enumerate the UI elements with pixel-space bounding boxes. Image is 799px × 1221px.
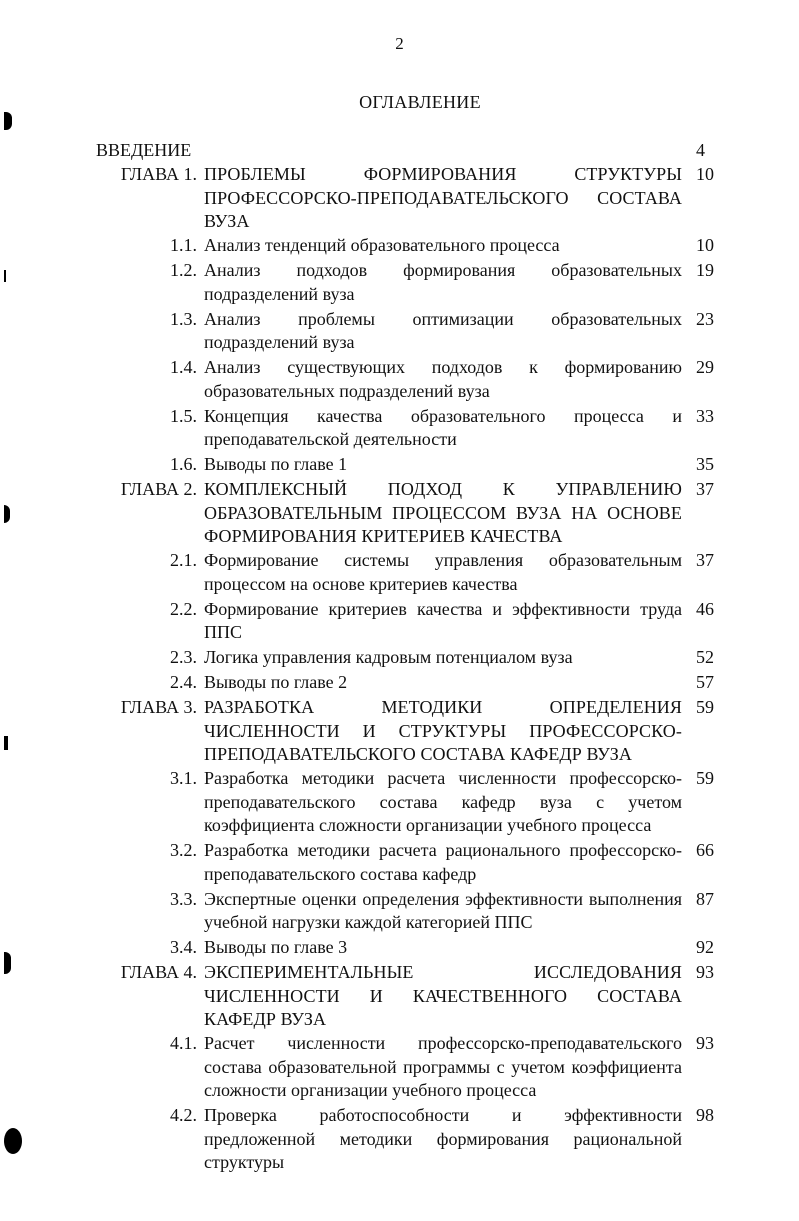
section-title: Формирование критериев качества и эффективности труда ППС xyxy=(204,598,682,642)
chapter-title: РАЗРАБОТКА МЕТОДИКИ ОПРЕДЕЛЕНИЯ ЧИСЛЕННОСТИ И СТРУКТУРЫ ПРОФЕССОРСКО-ПРЕПОДАВАТЕЛЬСКОГО СОСТАВА КАФЕДР ВУЗА xyxy=(204,697,682,764)
toc-entry-section[interactable] xyxy=(96,308,732,355)
section-page: 29 xyxy=(696,357,714,377)
section-number: 3.3. xyxy=(170,888,197,909)
section-title: Проверка работоспособности и эффективности предложенной методики формирования рациональной структуры xyxy=(204,1105,682,1172)
introduction-page: 4 xyxy=(696,140,705,160)
section-number: 2.3. xyxy=(170,647,197,667)
section-page: 93 xyxy=(696,1033,714,1053)
toc-entry-section[interactable] xyxy=(96,356,732,403)
section-number: 2.4. xyxy=(170,672,197,692)
scan-mark xyxy=(4,270,6,282)
section-number: 4.1. xyxy=(170,1033,197,1053)
section-number: 3.1. xyxy=(170,768,197,788)
table-of-contents xyxy=(96,139,732,1176)
section-number: 3.4. xyxy=(170,937,197,957)
section-page: 87 xyxy=(696,888,714,909)
chapter-label: ГЛАВА 3. xyxy=(120,697,197,717)
scan-mark xyxy=(4,736,8,750)
toc-title: ОГЛАВЛЕНИЕ xyxy=(359,92,481,112)
section-title: Анализ существующих подходов к формированию образовательных подразделений вуза xyxy=(204,357,682,401)
section-page: 23 xyxy=(696,308,714,329)
section-page: 66 xyxy=(696,840,714,860)
section-page: 57 xyxy=(696,672,714,692)
section-title: Анализ проблемы оптимизации образовательных подразделений вуза xyxy=(204,308,682,352)
toc-entry-chapter[interactable] xyxy=(96,961,732,1032)
toc-entry-section[interactable] xyxy=(96,646,732,670)
toc-entry-section[interactable] xyxy=(96,671,732,695)
section-title: Анализ тенденций образовательного процесса xyxy=(204,235,560,255)
chapter-title: КОМПЛЕКСНЫЙ ПОДХОД К УПРАВЛЕНИЮ ОБРАЗОВАТЕЛЬНЫМ ПРОЦЕССОМ ВУЗА НА ОСНОВЕ ФОРМИРОВАНИЯ КРИТЕРИЕВ КАЧЕСТВА xyxy=(204,479,682,546)
section-page: 46 xyxy=(696,598,714,619)
section-page: 33 xyxy=(696,405,714,426)
chapter-label: ГЛАВА 1. xyxy=(120,164,197,184)
section-title: Выводы по главе 3 xyxy=(204,937,348,957)
section-title: Формирование системы управления образовательным процессом на основе критериев качества xyxy=(204,550,682,594)
chapter-page: 10 xyxy=(696,164,714,184)
section-page: 59 xyxy=(696,768,714,788)
section-page: 10 xyxy=(696,235,714,255)
toc-entry-section[interactable] xyxy=(96,936,732,960)
section-page: 19 xyxy=(696,260,714,280)
toc-entry-section[interactable] xyxy=(96,1104,732,1175)
section-number: 1.3. xyxy=(170,308,197,329)
section-page: 35 xyxy=(696,454,714,474)
section-title: Логика управления кадровым потенциалом вуза xyxy=(204,647,573,667)
section-title: Выводы по главе 1 xyxy=(204,454,348,474)
toc-entry-introduction[interactable] xyxy=(96,139,732,163)
section-number: 2.2. xyxy=(170,598,197,619)
chapter-label: ГЛАВА 4. xyxy=(120,962,197,982)
scan-mark xyxy=(4,952,11,974)
scan-mark xyxy=(4,1128,22,1154)
section-number: 1.1. xyxy=(170,235,197,255)
toc-entry-section[interactable] xyxy=(96,453,732,477)
section-number: 1.5. xyxy=(170,405,197,426)
toc-entry-section[interactable] xyxy=(96,549,732,596)
toc-entry-section[interactable] xyxy=(96,598,732,645)
toc-entry-section[interactable] xyxy=(96,259,732,306)
section-number: 3.2. xyxy=(170,840,197,860)
toc-entry-chapter[interactable] xyxy=(96,163,732,234)
chapter-title: ЭКСПЕРИМЕНТАЛЬНЫЕ ИССЛЕДОВАНИЯ ЧИСЛЕННОСТИ И КАЧЕСТВЕННОГО СОСТАВА КАФЕДР ВУЗА xyxy=(204,962,682,1029)
page-number: 2 xyxy=(395,34,404,53)
toc-entry-section[interactable] xyxy=(96,1032,732,1103)
chapter-label: ГЛАВА 2. xyxy=(120,479,197,499)
toc-entry-chapter[interactable] xyxy=(96,696,732,767)
scan-mark xyxy=(4,505,10,523)
section-title: Расчет численности профессорско-преподавательского состава образовательной программы с учетом коэффициента сложности организации учебного процесса xyxy=(204,1033,682,1100)
toc-entry-section[interactable] xyxy=(96,888,732,935)
introduction-label: ВВЕДЕНИЕ xyxy=(96,140,192,160)
section-number: 4.2. xyxy=(170,1105,197,1125)
section-number: 2.1. xyxy=(170,550,197,570)
section-title: Выводы по главе 2 xyxy=(204,672,348,692)
toc-entry-section[interactable] xyxy=(96,405,732,452)
section-title: Анализ подходов формирования образовательных подразделений вуза xyxy=(204,260,682,304)
section-title: Экспертные оценки определения эффективности выполнения учебной нагрузки каждой категорией ППС xyxy=(204,888,682,932)
toc-entry-section[interactable] xyxy=(96,767,732,838)
toc-entry-chapter[interactable] xyxy=(96,478,732,549)
chapter-title: ПРОБЛЕМЫ ФОРМИРОВАНИЯ СТРУКТУРЫ ПРОФЕССОРСКО-ПРЕПОДАВАТЕЛЬСКОГО СОСТАВА ВУЗА xyxy=(204,164,682,231)
section-title: Разработка методики расчета численности профессорско-преподавательского состава кафедр вуза с учетом коэффициента сложности организации учебного процесса xyxy=(204,768,682,835)
section-title: Концепция качества образовательного процесса и преподавательской деятельности xyxy=(204,405,682,449)
section-page: 98 xyxy=(696,1105,714,1125)
chapter-page: 93 xyxy=(696,962,714,982)
section-title: Разработка методики расчета рационального профессорско-преподавательского состава кафедр xyxy=(204,840,682,884)
toc-entry-section[interactable] xyxy=(96,839,732,886)
toc-entry-section[interactable] xyxy=(96,234,732,258)
section-page: 92 xyxy=(696,937,714,957)
chapter-page: 37 xyxy=(696,479,714,499)
section-number: 1.2. xyxy=(170,260,197,280)
chapter-page: 59 xyxy=(696,697,714,717)
section-number: 1.4. xyxy=(170,357,197,377)
section-number: 1.6. xyxy=(170,454,197,474)
section-page: 37 xyxy=(696,550,714,570)
section-page: 52 xyxy=(696,647,714,667)
scan-mark xyxy=(4,112,12,130)
